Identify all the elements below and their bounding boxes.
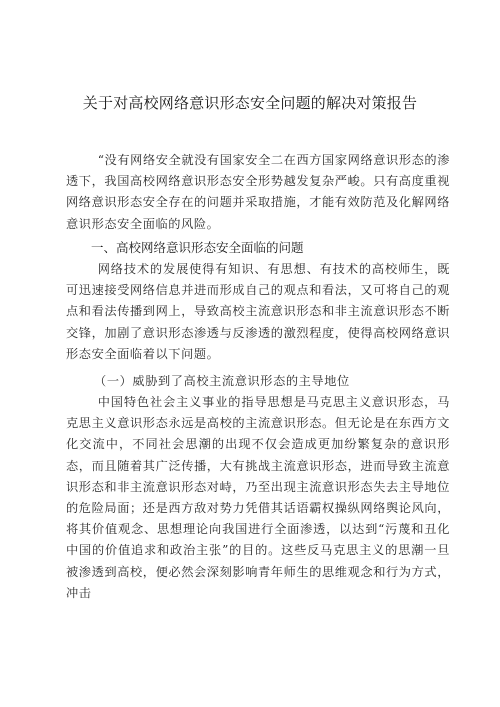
section-heading-1: 一、高校网络意识形态安全面临的问题 [91,240,304,255]
section-1-paragraph: 网络技术的发展使得有知识、有思想、有技术的高校师生，既可迅速接受网络信息并进而形成自己的观点和看法，又可将自己的观点和看法传播到网上，导致高校主流意识形态和非主流意识形态不断交锋，加剧了意识形态渗透与反渗透的激烈程度，使得高校网络意识形态安全面临着以下问题。 [66,262,450,361]
intro-paragraph: “没有网络安全就没有国家安全二在西方国家网络意识形态的渗透下，我国高校网络意识形态安全形势越发复杂严峻。只有高度重视网络意识形态安全存在的问题并采取措施，才能有效防范及化解网络意识形态安全面临的风险。 [66,153,450,231]
document-title: 关于对高校网络意识形态安全问题的解决对策报告 [82,94,418,112]
subsection-1-paragraph: 中国特色社会主义事业的指导思想是马克思主义意识形态，马克思主义意识形态永远是高校的主流意识形态。但无论是在东西方文化交流中，不同社会思潮的出现不仅会造成更加纷繁复杂的意识形态，而且随着其广泛传播，大有挑战主流意识形态，进而导致主流意识形态和非主流意识形态对峙，乃至出现主流意识形态失去主导地位的危险局面；还是西方敌对势力凭借其话语霸权操纵网络舆论风向，将其价值观念、思想理论向我国进行全面渗透，以达到“污蔑和丑化中国的价值追求和政治主张”的目的。这些反马克思主义的思潮一旦被渗透到高校，便必然会深刻影响青年师生的思维观念和行为方式，冲击 [66,395,450,600]
subsection-heading-1: （一）威胁到了高校主流意识形态的主导地位 [94,374,350,388]
